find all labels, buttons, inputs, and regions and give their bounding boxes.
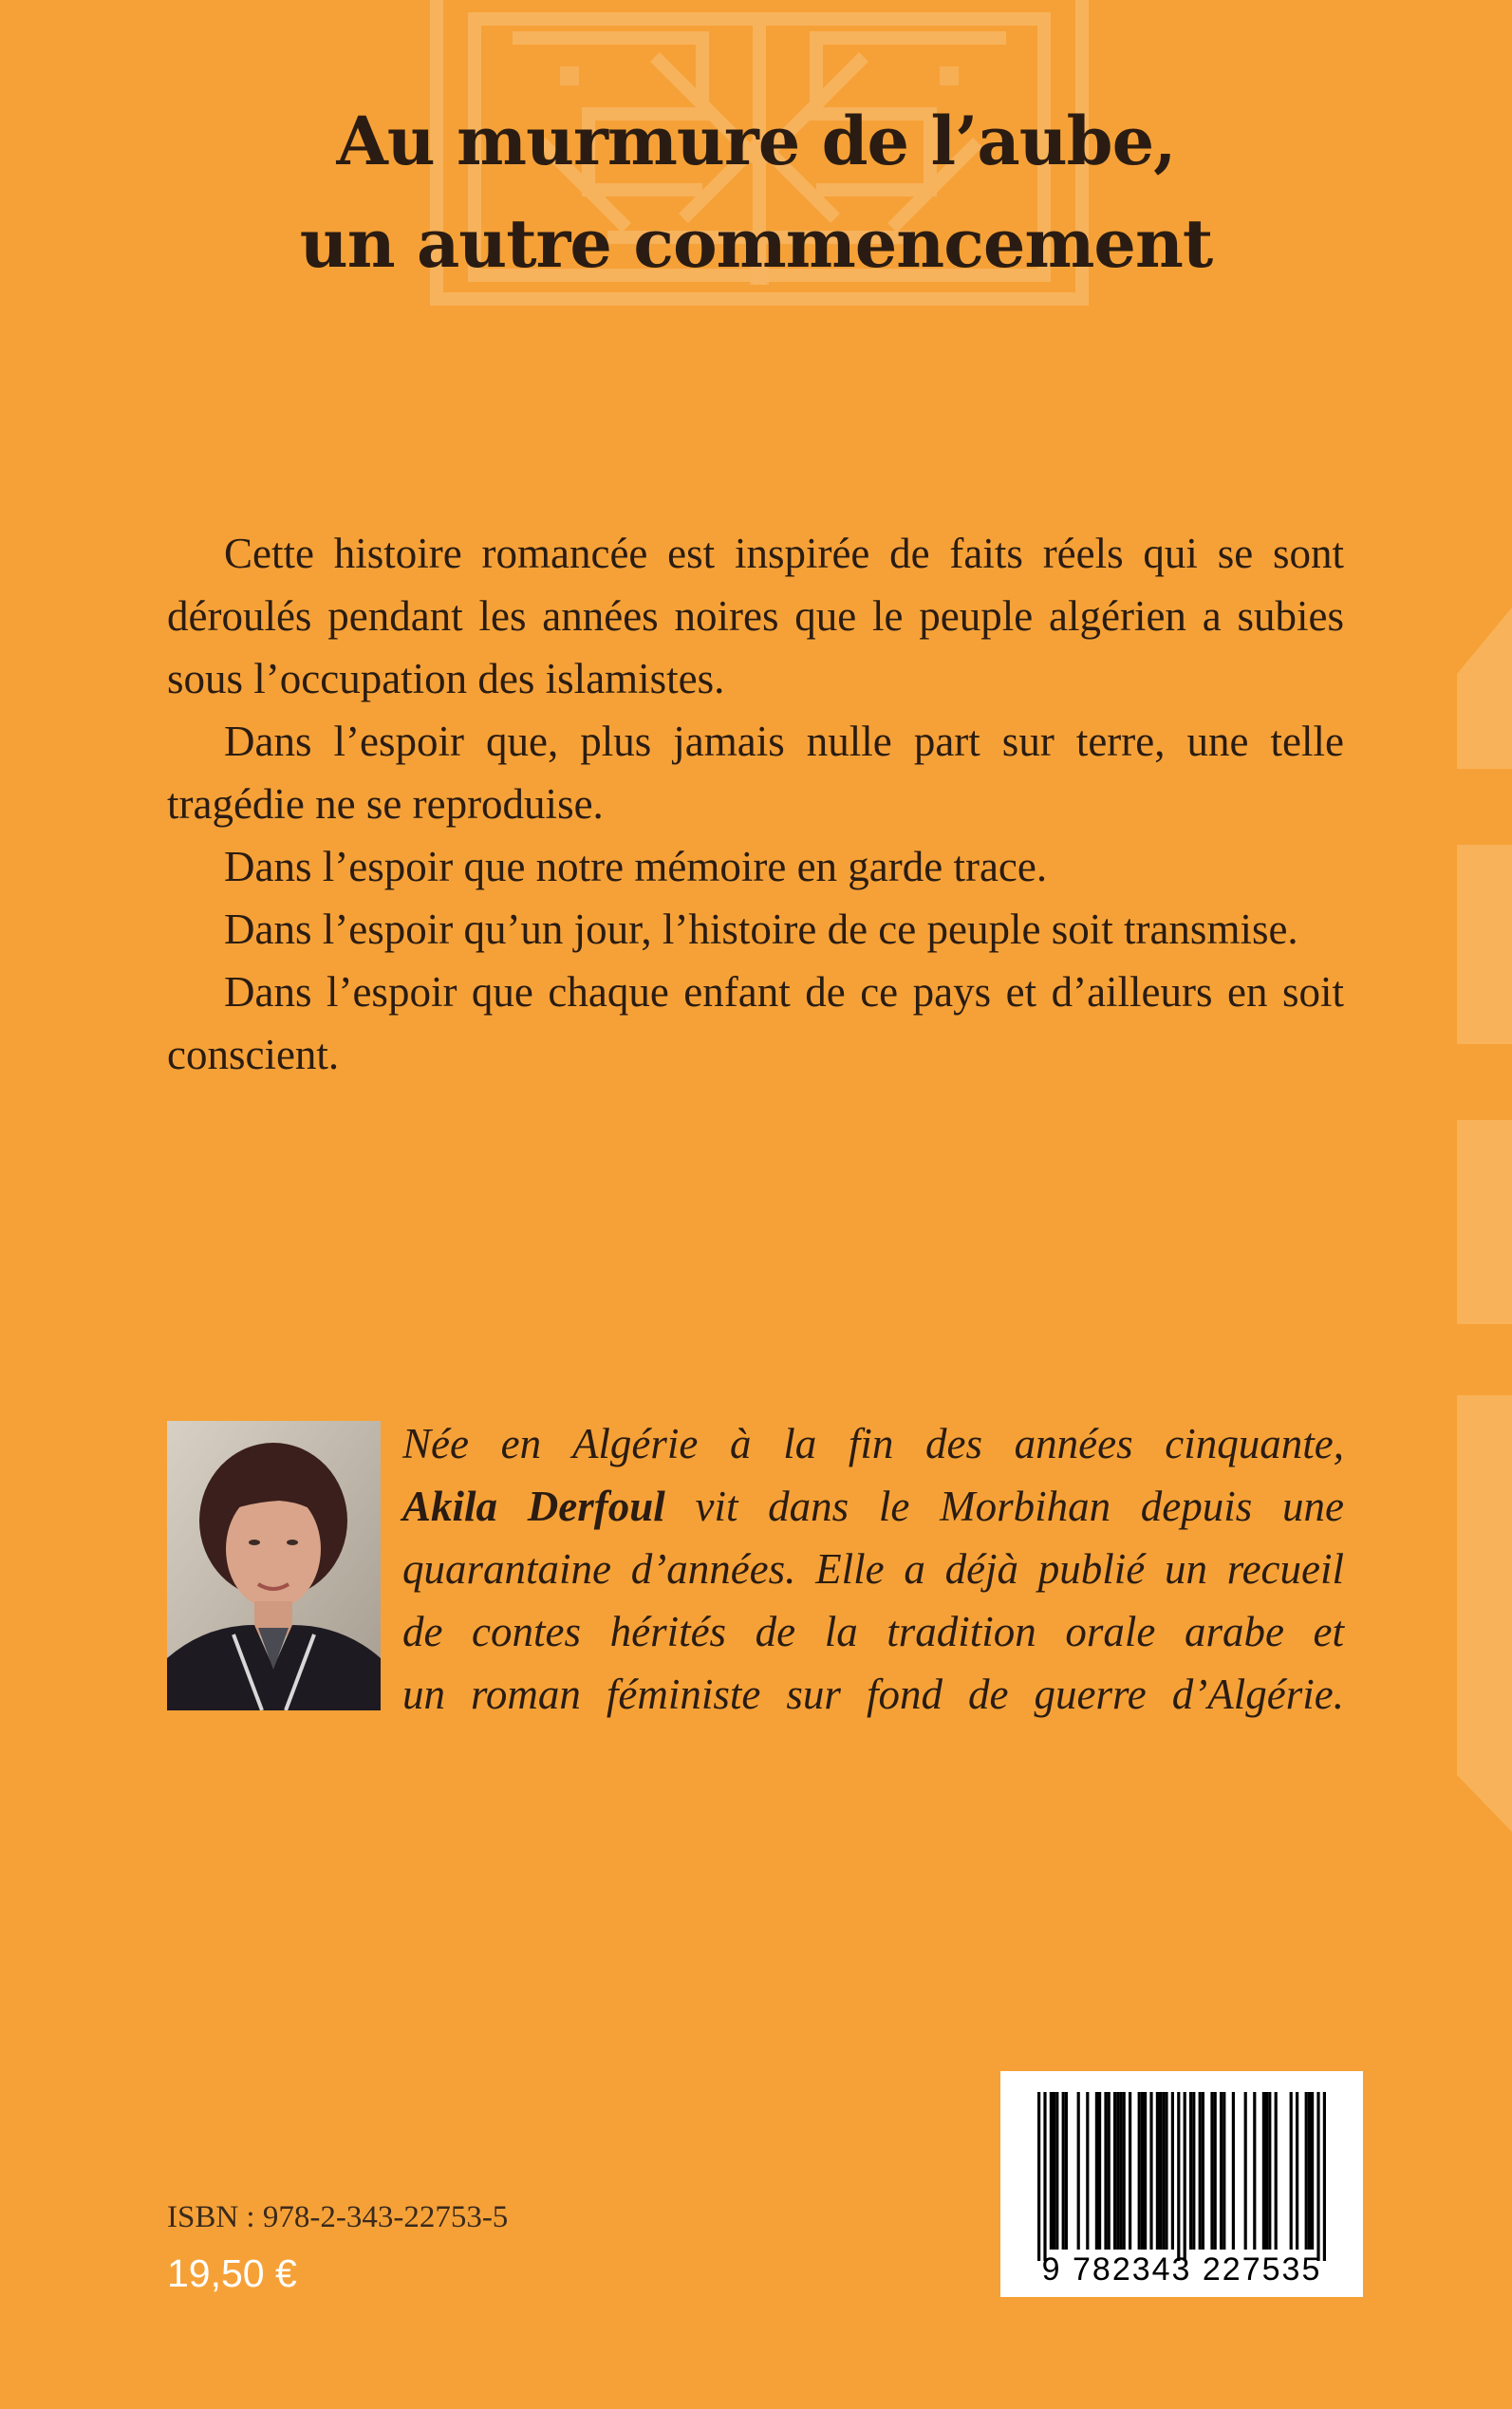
- bio-line: quarantaine d’années. Elle a déjà publié un recueil: [402, 1545, 1344, 1593]
- barcode-bar: [1129, 2092, 1131, 2250]
- barcode-bar: [1086, 2092, 1089, 2250]
- barcode-bar: [1055, 2092, 1058, 2250]
- blurb-paragraph: Dans l’espoir que, plus jamais nulle part sur terre, une telle tragédie ne se reproduise.: [167, 718, 1344, 828]
- blurb-paragraph: Cette histoire romancée est inspirée de faits réels qui se sont déroulés pendant les années noires que le peuple algérien a subies sous l’occupation des islamistes.: [167, 530, 1344, 702]
- barcode: [1000, 2071, 1363, 2297]
- barcode-bar: [1104, 2092, 1107, 2250]
- blurb-paragraph: Dans l’espoir que notre mémoire en garde trace.: [224, 843, 1048, 890]
- blurb-paragraph: Dans l’espoir qu’un jour, l’histoire de ce peuple soit transmise.: [224, 906, 1298, 953]
- barcode-bar: [1156, 2092, 1159, 2250]
- barcode-bar: [1199, 2092, 1202, 2250]
- barcode-bar: [1095, 2092, 1098, 2250]
- bio-line: Née en Algérie à la fin des années cinquante,: [402, 1420, 1344, 1467]
- barcode-bar: [1065, 2092, 1068, 2250]
- barcode-bar: [1149, 2092, 1152, 2250]
- bio-line: [402, 1475, 1344, 1538]
- barcode-bar: [1108, 2092, 1111, 2250]
- ean13-barcode-icon: [1000, 2071, 1363, 2261]
- barcode-bar: [1043, 2092, 1046, 2261]
- book-title-line-2: un autre commencement: [299, 204, 1213, 283]
- book-title: [0, 90, 1512, 295]
- barcode-bar: [1223, 2092, 1225, 2250]
- barcode-bar: [1214, 2092, 1217, 2250]
- barcode-bar: [1113, 2092, 1116, 2250]
- barcode-bar: [1202, 2092, 1204, 2250]
- author-photo: [167, 1421, 381, 1710]
- barcode-bar: [1296, 2092, 1298, 2250]
- barcode-bar: [1050, 2092, 1053, 2250]
- barcode-bar: [1159, 2092, 1162, 2250]
- book-title-line-1: Au murmure de l’aube,: [336, 102, 1176, 180]
- barcode-bar: [1171, 2092, 1174, 2250]
- barcode-bar: [1290, 2092, 1293, 2250]
- barcode-bar: [1316, 2092, 1319, 2261]
- barcode-bar: [1138, 2092, 1141, 2250]
- barcode-bar: [1141, 2092, 1144, 2250]
- blurb: [167, 522, 1344, 1086]
- barcode-bar: [1144, 2092, 1147, 2250]
- barcode-bar: [1308, 2092, 1311, 2250]
- bio-line: de contes hérités de la tradition orale arabe et: [402, 1608, 1344, 1655]
- author-bio: [402, 1412, 1344, 1726]
- barcode-bar: [1123, 2092, 1126, 2250]
- barcode-bar: [1116, 2092, 1119, 2250]
- barcode-bar: [1275, 2092, 1278, 2250]
- barcode-bar: [1232, 2092, 1235, 2250]
- bio-line: un roman féministe sur fond de guerre d’Algérie.: [402, 1671, 1344, 1718]
- barcode-bar: [1189, 2092, 1192, 2250]
- barcode-bar: [1077, 2092, 1080, 2250]
- ornament-right-icon: [1438, 607, 1512, 1870]
- bio-text: [402, 1412, 1344, 1726]
- barcode-bar: [1184, 2092, 1186, 2261]
- barcode-digits: 9 782343 227535: [1041, 2251, 1322, 2288]
- barcode-bar: [1037, 2092, 1040, 2261]
- barcode-bar: [1244, 2092, 1247, 2250]
- barcode-bar: [1265, 2092, 1268, 2250]
- barcode-bar: [1177, 2092, 1180, 2261]
- barcode-bar: [1323, 2092, 1326, 2261]
- barcode-bar: [1305, 2092, 1308, 2250]
- isbn: ISBN : 978-2-343-22753-5: [167, 2200, 509, 2234]
- barcode-bar: [1192, 2092, 1195, 2250]
- barcode-bar: [1210, 2092, 1213, 2250]
- barcode-bar: [1253, 2092, 1256, 2250]
- barcode-bar: [1162, 2092, 1165, 2250]
- barcode-bar: [1119, 2092, 1122, 2250]
- bio-line-fragment: vit dans le Morbihan depuis une: [664, 1483, 1344, 1530]
- barcode-bar: [1220, 2092, 1223, 2250]
- barcode-bar: [1268, 2092, 1271, 2250]
- barcode-bar: [1165, 2092, 1167, 2250]
- blurb-paragraph: Dans l’espoir que chaque enfant de ce pays et d’ailleurs en soit conscient.: [167, 968, 1344, 1078]
- price: 19,50 €: [167, 2251, 297, 2295]
- author-name: Akila Derfoul: [402, 1483, 665, 1530]
- barcode-bar: [1053, 2092, 1055, 2250]
- barcode-bar: [1311, 2092, 1314, 2250]
- barcode-bar: [1262, 2092, 1265, 2250]
- barcode-bar: [1062, 2092, 1065, 2250]
- barcode-bar: [1098, 2092, 1101, 2250]
